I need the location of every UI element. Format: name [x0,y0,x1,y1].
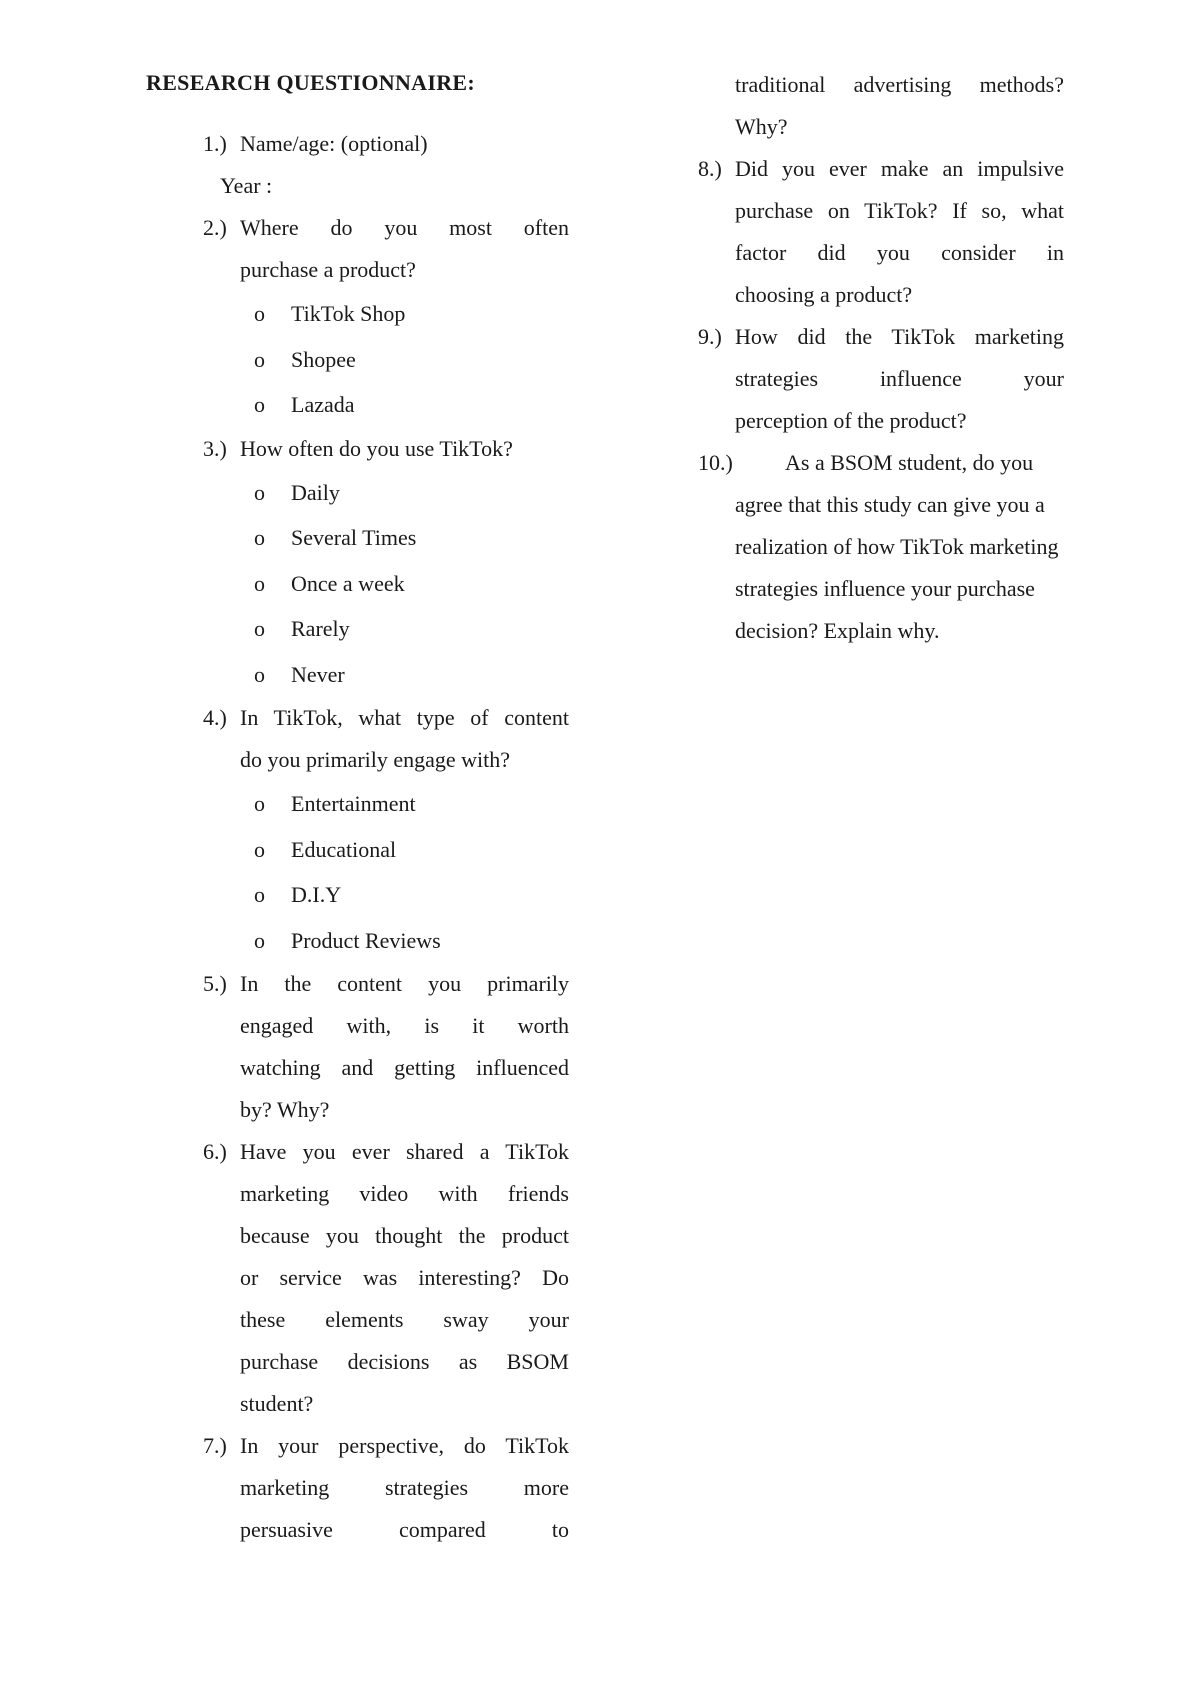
right-column [698,64,1064,652]
question-5 [203,963,569,1131]
options-list-q3 [203,470,569,698]
circle-bullet-icon: o [254,927,265,953]
options-list-q2 [203,291,569,428]
question-text-line: your purchase decision? Explain [735,576,1035,643]
left-column [203,123,569,1551]
question-text-line: student? [240,1391,314,1416]
question-text-line: perception of the product? [735,408,967,433]
question-number: 10.) [698,450,733,475]
question-text-line: because you thought the product [240,1223,569,1248]
question-number: 7.) [203,1433,227,1458]
circle-bullet-icon: o [254,525,265,550]
year-field-label: Year : [220,173,273,198]
option-several-times[interactable] [203,515,569,561]
option-label: Lazada [291,392,355,417]
option-product-reviews[interactable] [203,918,569,964]
option-shopee[interactable] [203,337,569,383]
question-8 [698,148,1064,316]
question-text-line: Where do you most often [240,215,569,240]
question-text-line: by? Why? [240,1097,330,1122]
circle-bullet-icon: o [254,882,265,907]
option-daily[interactable] [203,470,569,516]
question-number: 2.) [203,215,227,240]
option-label: D.I.Y [291,882,342,907]
circle-bullet-icon: o [254,836,265,862]
question-number: 3.) [203,435,227,461]
option-label: Product Reviews [291,927,441,953]
question-text-line: In the content you primarily [240,971,569,996]
option-educational[interactable] [203,827,569,873]
page-title: RESEARCH QUESTIONNAIRE: [146,70,476,95]
question-number: 9.) [698,324,722,349]
question-text-line: traditional advertising methods? [735,72,1064,97]
option-label: Shopee [291,346,356,372]
option-label: Rarely [291,616,350,641]
question-text-line: Did you ever make an impulsive [735,156,1064,181]
question-6 [203,1131,569,1425]
circle-bullet-icon: o [254,791,265,816]
question-text-line: agree that this study can give you [735,492,1030,517]
question-number: 1.) [203,131,227,156]
option-label: TikTok Shop [291,301,406,326]
question-text-line: factor did you consider in [735,240,1064,265]
question-text-line: marketing strategies more [240,1475,569,1500]
option-label: Daily [291,479,340,505]
question-text-line: watching and getting influenced [240,1055,569,1080]
question-text-line: do you primarily engage with? [240,747,511,772]
option-lazada[interactable] [203,382,569,428]
question-number: 5.) [203,971,227,996]
question-3 [203,428,569,470]
question-text-line: purchase a product? [240,257,416,282]
question-2 [203,207,569,291]
question-10 [698,442,1064,652]
question-text-line: Why? [735,114,788,139]
option-label: Entertainment [291,791,416,816]
question-text-line: or service was interesting? Do [240,1265,569,1290]
question-number: 4.) [203,705,227,730]
options-list-q4 [203,781,569,963]
question-text: How often do you use TikTok? [240,435,513,461]
question-text: Name/age: (optional) [240,131,428,156]
question-text-line: In TikTok, what type of content [240,705,569,730]
option-label: Never [291,661,345,687]
question-text-line: why. [897,618,940,643]
circle-bullet-icon: o [254,346,265,372]
question-text-line: marketing video with friends [240,1181,569,1206]
circle-bullet-icon: o [254,616,265,641]
question-text-line: engaged with, is it worth [240,1013,569,1038]
option-rarely[interactable] [203,606,569,652]
question-text-line: purchase decisions as BSOM [240,1349,569,1374]
circle-bullet-icon: o [254,570,265,596]
question-number: 8.) [698,156,722,181]
question-1 [203,123,569,165]
option-label: Once a week [291,570,405,596]
question-7 [203,1425,569,1551]
option-never[interactable] [203,652,569,698]
question-number: 6.) [203,1139,227,1164]
question-9 [698,316,1064,442]
option-label: Several Times [291,525,417,550]
circle-bullet-icon: o [254,479,265,505]
question-text-line: marketing strategies influence [735,534,1059,601]
question-text-line: persuasive compared to [240,1517,569,1542]
circle-bullet-icon: o [254,661,265,687]
option-entertainment[interactable] [203,781,569,827]
option-diy[interactable] [203,872,569,918]
question-text-line: As a BSOM student, do you [785,450,1034,475]
circle-bullet-icon: o [254,392,265,417]
question-text-line: purchase on TikTok? If so, what [735,198,1064,223]
question-text-line: choosing a product? [735,282,913,307]
question-text-line: Have you ever shared a TikTok [240,1139,569,1164]
question-text-line: How did the TikTok marketing [735,324,1064,349]
option-label: Educational [291,836,397,862]
question-text-line: strategies influence your [735,366,1064,391]
question-text-line: these elements sway your [240,1307,569,1332]
question-text-line: a realization of how TikTok [735,492,1045,559]
question-text-line: In your perspective, do TikTok [240,1433,569,1458]
question-4 [203,697,569,781]
circle-bullet-icon: o [254,301,265,326]
option-once-a-week[interactable] [203,561,569,607]
option-tiktok-shop[interactable] [203,291,569,337]
question-7-continued [698,64,1064,148]
